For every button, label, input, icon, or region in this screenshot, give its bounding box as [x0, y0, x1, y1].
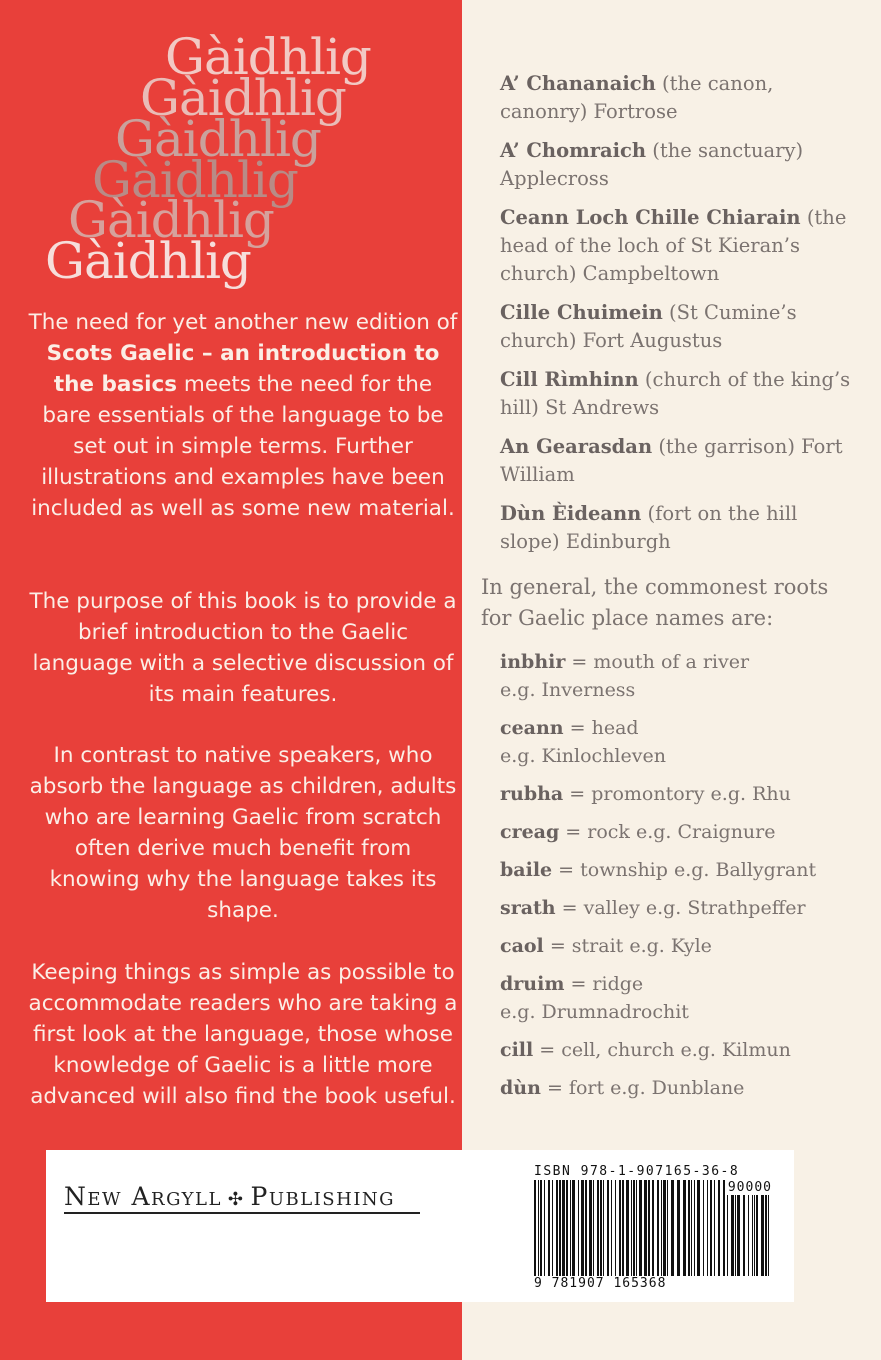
root-example: e.g. Kinlochleven [500, 745, 666, 767]
root-definition: = cell, church e.g. Kilmun [533, 1039, 791, 1061]
place-gaelic: Cill Rìmhinn [500, 368, 639, 391]
root-definition: = rock e.g. Craignure [559, 821, 776, 843]
place-meaning: (St Cumine’s church) Fort Augustus [500, 301, 797, 352]
place-gaelic: Cille Chuimein [500, 301, 663, 324]
root-entry [500, 780, 860, 808]
barcode-bar [556, 1180, 558, 1276]
barcode-bar [585, 1180, 587, 1276]
title-word-2: Gàidhlig [140, 69, 346, 127]
barcode-bar [636, 1180, 637, 1276]
root-entry [500, 1036, 860, 1064]
barcode-bar [559, 1180, 561, 1276]
place-gaelic: A’ Chananaich [500, 72, 656, 95]
place-name-entry [500, 433, 860, 489]
blurb-paragraph-3: In contrast to native speakers, who absorb the language as children, adults who are learning Gaelic from scratch often derive much benefit from knowing why the language takes its shape. [29, 743, 457, 923]
barcode-bar [657, 1180, 659, 1276]
root-word: rubha [500, 783, 564, 805]
barcode-bar [714, 1180, 715, 1276]
root-entry [500, 856, 860, 884]
barcode-bar [552, 1180, 553, 1276]
barcode-bar [548, 1180, 550, 1276]
barcode-bar [648, 1180, 650, 1276]
ean-digits: 9 781907 165368 [534, 1276, 667, 1291]
place-gaelic: An Gearasdan [500, 435, 653, 458]
barcode-bar [639, 1180, 642, 1276]
barcode-bar [723, 1180, 725, 1276]
barcode-bar [718, 1180, 720, 1276]
barcode-bar [652, 1180, 654, 1276]
place-meaning: (the sanctuary) Applecross [500, 139, 804, 190]
place-name-entry [500, 366, 860, 422]
root-word: cill [500, 1039, 534, 1061]
barcode-bar [667, 1180, 668, 1276]
barcode-bar [694, 1180, 695, 1276]
place-name-entry [500, 137, 860, 193]
root-word: caol [500, 935, 544, 957]
price-code: 90000 [727, 1180, 772, 1195]
barcode [532, 1164, 774, 1292]
barcode-bar [622, 1180, 624, 1276]
barcode-bar [544, 1180, 545, 1276]
barcode-bar [534, 1180, 536, 1276]
publisher-underline [64, 1212, 420, 1214]
barcode-bar [600, 1180, 602, 1276]
barcode-bar [538, 1180, 539, 1276]
place-gaelic: Ceann Loch Chille Chiarain [500, 206, 801, 229]
root-example: e.g. Inverness [500, 679, 636, 701]
barcode-bar [661, 1180, 662, 1276]
root-word: inbhir [500, 651, 566, 673]
root-definition: = promontory e.g. Rhu [563, 783, 791, 805]
root-word: creag [500, 821, 560, 843]
barcode-bar [611, 1180, 612, 1276]
barcode-bar [703, 1180, 704, 1276]
barcode-bar [691, 1180, 692, 1276]
root-word: baile [500, 859, 553, 881]
place-name-entry [500, 500, 860, 556]
barcode-bar [631, 1180, 632, 1276]
place-meaning: (the canon, canonry) Fortrose [500, 72, 774, 123]
root-word: ceann [500, 717, 564, 739]
root-word: druim [500, 973, 565, 995]
barcode-bar [663, 1180, 666, 1276]
barcode-bar [688, 1180, 690, 1276]
roots-intro: In general, the commonest roots for Gaelic place names are: [481, 575, 829, 630]
barcode-bar [597, 1180, 599, 1276]
barcode-bar [572, 1180, 575, 1276]
title-word-5: Gàidhlig [68, 191, 274, 249]
place-names-list [500, 70, 860, 567]
barcode-bar [644, 1180, 647, 1276]
place-meaning: (the garrison) Fort William [500, 435, 843, 486]
roots-list [500, 648, 860, 1112]
root-example: e.g. Drumnadrochit [500, 1001, 689, 1023]
root-definition: = strait e.g. Kyle [543, 935, 712, 957]
title-word-4: Gàidhlig [92, 151, 298, 209]
root-entry [500, 894, 860, 922]
barcode-bar [562, 1180, 565, 1276]
title-stack [0, 0, 462, 300]
place-gaelic: Dùn Èideann [500, 502, 642, 525]
root-entry [500, 932, 860, 960]
barcode-bar [671, 1180, 674, 1276]
blurb-paragraph-4: Keeping things as simple as possible to accommodate readers who are taking a first look at the language, those whose knowledge of Gaelic is a little more advanced will also find the book useful. [28, 960, 458, 1109]
root-entry [500, 818, 860, 846]
root-word: srath [500, 897, 556, 919]
root-definition: = fort e.g. Dunblane [540, 1077, 745, 1099]
blurb-paragraph-1: The need for yet another new edition of Scots Gaelic – an introduction to the basics meets the need for the bare essentials of the language to be set out in simple terms. Further illustrations and examples have been included as well as some new material. [28, 310, 458, 521]
place-meaning: (fort on the hill slope) Edinburgh [500, 502, 798, 553]
publisher-name: New Argyll ✣ Publishing [64, 1182, 396, 1211]
title-word-1: Gàidhlig [165, 28, 371, 86]
root-word: dùn [500, 1077, 541, 1099]
barcode-bar [615, 1180, 616, 1276]
root-entry [500, 648, 860, 704]
barcode-bar [570, 1180, 571, 1276]
title-word-3: Gàidhlig [115, 110, 321, 168]
barcode-bar [578, 1180, 579, 1276]
barcode-bar [710, 1180, 712, 1276]
barcode-bar [619, 1180, 621, 1276]
isbn-label: ISBN 978-1-907165-36-8 [534, 1164, 740, 1179]
book-title-bold: Scots Gaelic – an introduction to the basics [46, 341, 440, 397]
root-entry [500, 714, 860, 770]
root-definition: = valley e.g. Strathpeffer [555, 897, 806, 919]
root-definition: = mouth of a river [565, 651, 750, 673]
barcode-bar [707, 1180, 708, 1276]
root-entry [500, 970, 860, 1026]
place-meaning: (church of the king’s hill) St Andrews [500, 368, 851, 419]
footer-box [46, 1150, 794, 1302]
blurb-paragraph-2: The purpose of this book is to provide a brief introduction to the Gaelic language with a selective discussion of its main features. [29, 589, 457, 707]
root-definition: = head [563, 717, 639, 739]
barcode-bar [633, 1180, 635, 1276]
barcode-bar [626, 1180, 629, 1276]
barcode-bar [607, 1180, 609, 1276]
place-meaning: (the head of the loch of St Kieran’s church) Campbeltown [500, 206, 847, 285]
barcode-bar [593, 1180, 594, 1276]
barcode-bar [566, 1180, 568, 1276]
barcode-bar [581, 1180, 584, 1276]
barcode-bar [589, 1180, 592, 1276]
barcode-bar [603, 1180, 604, 1276]
barcode-bar [683, 1180, 686, 1276]
barcode-bar [540, 1180, 542, 1276]
barcode-bar [697, 1180, 700, 1276]
place-name-entry [500, 299, 860, 355]
root-entry [500, 1074, 860, 1102]
root-definition: = township e.g. Ballygrant [552, 859, 817, 881]
title-word-6: Gàidhlig [45, 232, 251, 290]
celtic-knot-icon: ✣ [227, 1189, 245, 1210]
root-definition: = ridge [564, 973, 644, 995]
place-gaelic: A’ Chomraich [500, 139, 647, 162]
place-name-entry [500, 70, 860, 126]
place-name-entry [500, 204, 860, 288]
barcode-bar [677, 1180, 680, 1276]
